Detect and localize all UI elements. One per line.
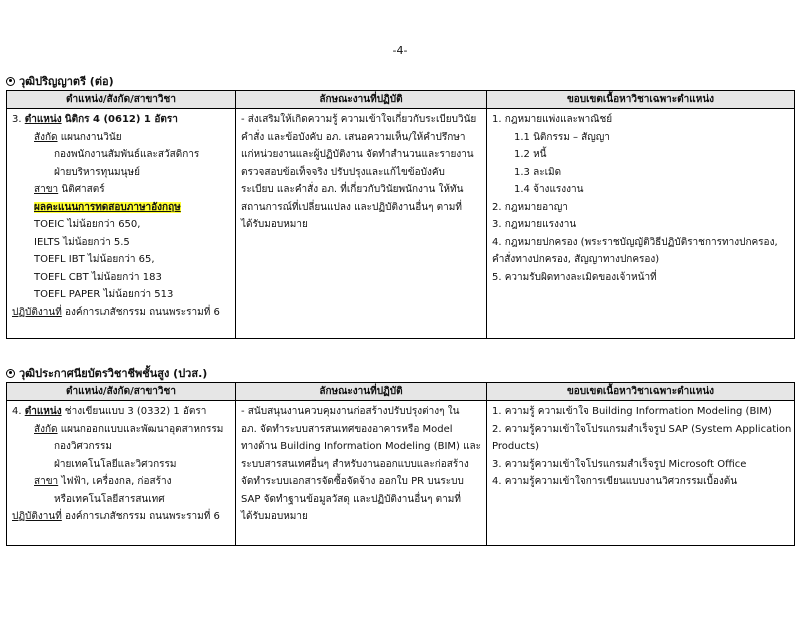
header-scope: ขอบเขตเนื้อหาวิชาเฉพาะตำแหน่ง [487,383,795,401]
radio-bullet-icon [6,77,15,86]
position-title: ช่างเขียนแบบ 3 (0332) 1 อัตรา [64,406,207,417]
scope-item: คำสั่งทางปกครอง, สัญญาทางปกครอง) [492,254,660,265]
scope-item: 1.4 จ้างแรงงาน [514,184,584,195]
score-item: TOEFL PAPER ไม่น้อยกว่า 513 [34,289,174,300]
table-bachelor [6,90,795,339]
section-title-text: วุฒิปริญญาตรี (ต่อ) [19,75,114,88]
scope-item: 1. กฎหมายแพ่งและพาณิชย์ [492,114,613,125]
header-duties: ลักษณะงานที่ปฏิบัติ [236,383,487,401]
header-duties: ลักษณะงานที่ปฏิบัติ [236,91,487,109]
scope-item: 4. ความรู้ความเข้าใจการเขียนแบบงานวิศวกรรมเบื้องต้น [492,476,738,487]
table-header-row [7,91,795,109]
dept-label: สังกัด [34,423,58,435]
duty-line: สถานการณ์ที่เปลี่ยนแปลง และปฏิบัติงานอื่นๆ ตามที่ [241,201,462,213]
scope-item: 5. ความรับผิดทางละเมิดของเจ้าหน้าที่ [492,271,657,283]
duty-line: - ส่งเสริมให้เกิดความรู้ ความเข้าใจเกี่ยวกับระเบียบวินัย [241,114,477,125]
section-title-bachelor [6,72,114,90]
duty-line: จัดทำระบบเอกสารจัดซื้อจัดจ้าง ออกใบ PR บนระบบ [241,476,464,487]
header-scope: ขอบเขตเนื้อหาวิชาเฉพาะตำแหน่ง [487,91,795,109]
duty-line: คำสั่ง และข้อบังคับ อภ. เสนอความเห็น/ให้คำปรึกษา [241,131,466,143]
scope-item: 3. ความรู้ความเข้าใจโปรแกรมสำเร็จรูป Microsoft Office [492,458,747,470]
position-cell [7,109,236,339]
position-label: ตำแหน่ง [24,406,62,417]
table-diploma [6,382,795,546]
duty-line: ระบบสารสนเทศอื่นๆ สำหรับงานออกแบบและก่อสร้าง [241,458,469,470]
scope-item: 1.3 ละเมิด [514,166,562,178]
english-test-heading: ผลคะแนนการทดสอบภาษาอังกฤษ [34,201,181,213]
table-row [7,109,795,339]
duty-line: อภ. จัดทำระบบสารสนเทศของอาคารหรือ Model [241,423,453,435]
duty-line: SAP จัดทำฐานข้อมูลวัสดุ และปฏิบัติงานอื่นๆ ตามที่ [241,493,461,505]
duty-line: ทางด้าน Building Information Modeling (BIM) และ [241,441,482,452]
dept-line: กองพนักงานสัมพันธ์และสวัสดิการ [54,149,200,160]
major-label: สาขา [34,476,59,487]
duty-line: แก่หน่วยงานและผู้ปฏิบัติงาน จัดทำสำนวนและรายงาน [241,149,474,160]
dept-line: กองวิศวกรรม [54,441,112,452]
duty-line: - สนับสนุนงานควบคุมงานก่อสร้างปรับปรุงต่างๆ ใน [241,406,460,417]
table-row [7,401,795,546]
major-label: สาขา [34,184,59,195]
position-title-line: 4. ตำแหน่ง ช่างเขียนแบบ 3 (0332) 1 อัตรา [12,406,207,417]
section-title-diploma [6,364,207,382]
scope-item: 4. กฎหมายปกครอง (พระราชบัญญัติวิธีปฏิบัติราชการทางปกครอง, [492,236,778,248]
workplace-label: ปฏิบัติงานที่ [12,306,62,318]
major-line: สาขา นิติศาสตร์ [34,184,105,195]
duties-cell [236,109,487,339]
dept-line: สังกัด แผนกงานวินัย [34,131,122,143]
duty-line: ได้รับมอบหมาย [241,511,308,522]
score-item: IELTS ไม่น้อยกว่า 5.5 [34,236,130,248]
dept-line: ฝ่ายบริหารทุนมนุษย์ [54,166,140,178]
duty-line: ระเบียบ และคำสั่ง อภ. ที่เกี่ยวกับวินัยพนักงาน ให้ทัน [241,184,464,195]
radio-bullet-icon [6,369,15,378]
score-item: TOEFL IBT ไม่น้อยกว่า 65, [34,254,155,265]
header-position: ตำแหน่ง/สังกัด/สาขาวิชา [7,383,236,401]
position-cell [7,401,236,546]
section-title-text: วุฒิประกาศนียบัตรวิชาชีพชั้นสูง (ปวส.) [19,367,208,380]
workplace-label: ปฏิบัติงานที่ [12,511,62,522]
position-title-line: 3. ตำแหน่ง นิติกร 4 (0612) 1 อัตรา [12,114,178,125]
duties-cell [236,401,487,546]
dept-label: สังกัด [34,131,58,143]
scope-item: 1.2 หนี้ [514,149,547,160]
scope-item: 2. ความรู้ความเข้าใจโปรแกรมสำเร็จรูป SAP (System Application [492,423,792,435]
major-line: สาขา ไฟฟ้า, เครื่องกล, ก่อสร้าง [34,476,172,487]
major-line: หรือเทคโนโลยีสารสนเทศ [54,493,165,505]
dept-line: ฝ่ายเทคโนโลยีและวิศวกรรม [54,458,177,470]
dept-line: สังกัด แผนกออกแบบและพัฒนาอุตสาหกรรม [34,423,224,435]
scope-item: Products) [492,441,540,452]
workplace-line: ปฏิบัติงานที่ องค์การเภสัชกรรม ถนนพระรามที่ 6 [12,306,220,318]
scope-item: 1.1 นิติกรรม – สัญญา [514,131,610,143]
scope-item: 1. ความรู้ ความเข้าใจ Building Information Modeling (BIM) [492,406,772,417]
duty-line: ได้รับมอบหมาย [241,219,308,230]
scope-item: 2. กฎหมายอาญา [492,201,568,213]
header-position: ตำแหน่ง/สังกัด/สาขาวิชา [7,91,236,109]
scope-cell [487,401,795,546]
position-title: นิติกร 4 (0612) 1 อัตรา [64,114,178,125]
position-label: ตำแหน่ง [24,114,62,125]
scope-item: 3. กฎหมายแรงงาน [492,219,577,230]
workplace-line: ปฏิบัติงานที่ องค์การเภสัชกรรม ถนนพระรามที่ 6 [12,511,220,522]
score-item: TOEFL CBT ไม่น้อยกว่า 183 [34,271,162,283]
duty-line: ตรวจสอบข้อเท็จจริง ปรับปรุงและแก้ไขข้อบังคับ [241,166,445,178]
table-header-row [7,383,795,401]
scope-cell [487,109,795,339]
page-number: -4- [392,44,408,57]
score-item: TOEIC ไม่น้อยกว่า 650, [34,219,141,230]
